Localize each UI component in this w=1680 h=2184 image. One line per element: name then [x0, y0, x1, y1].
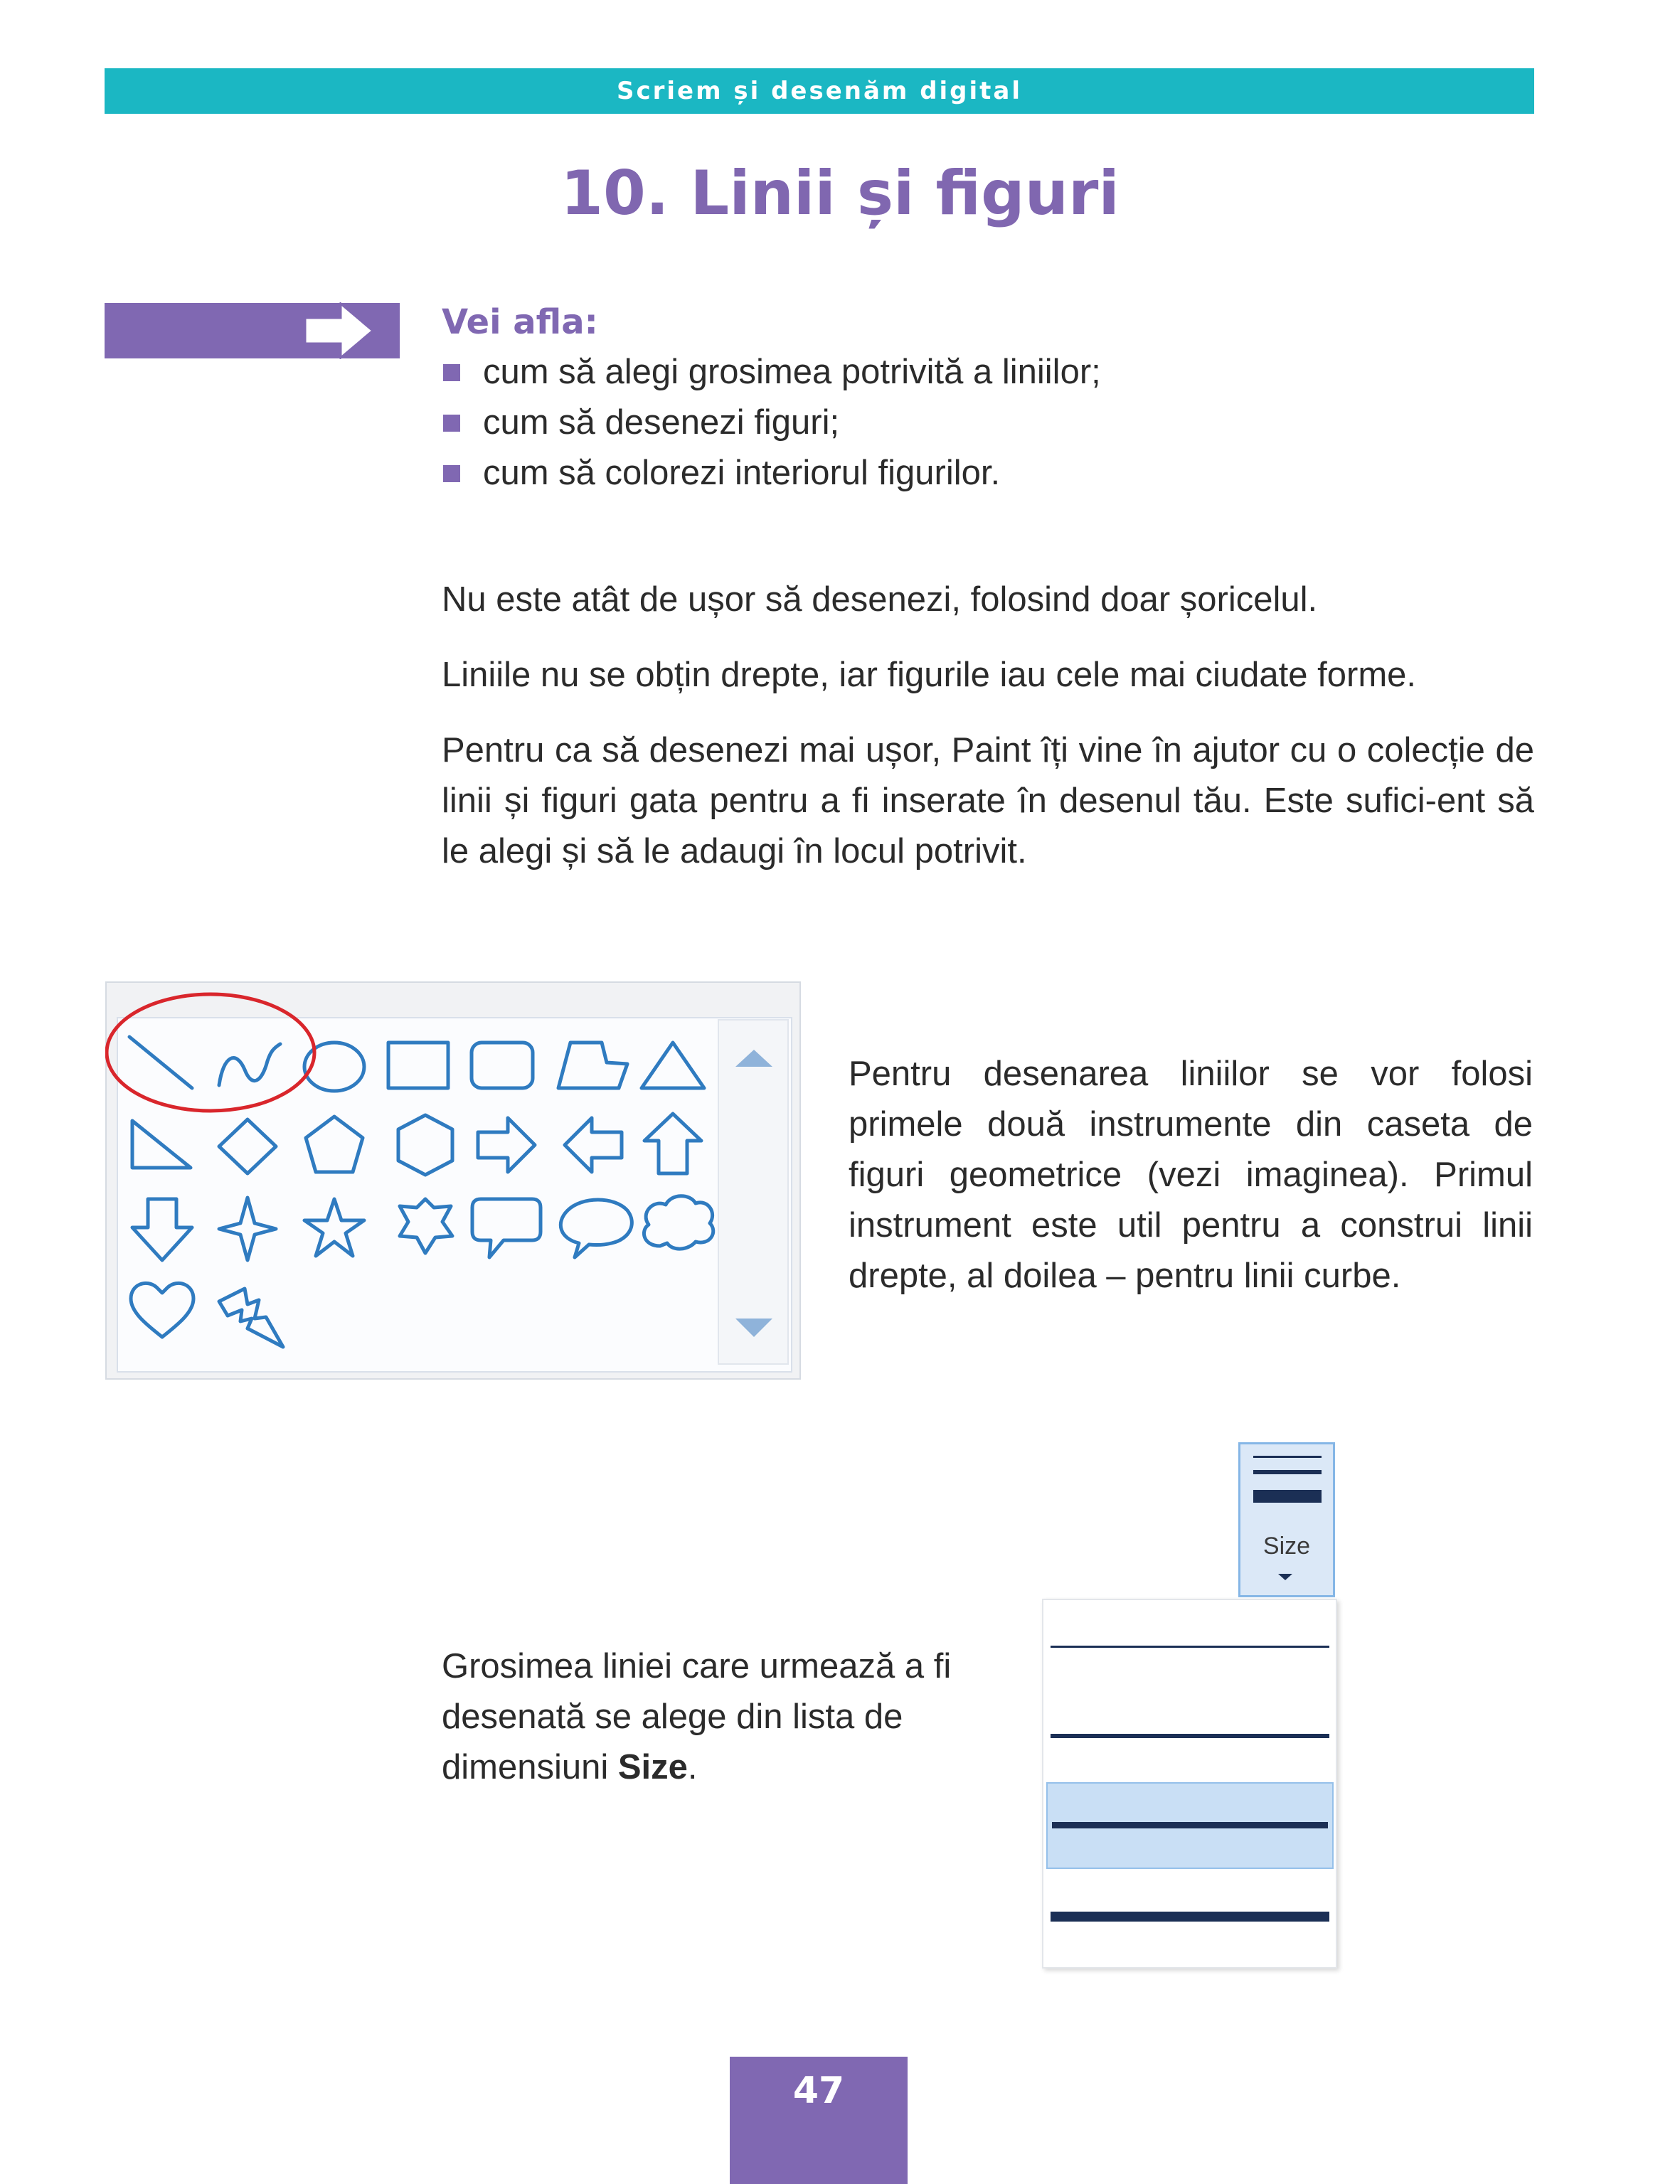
size-button[interactable] — [1238, 1442, 1335, 1597]
rectangle-icon[interactable] — [388, 1043, 448, 1088]
arrow-right-icon[interactable] — [478, 1118, 535, 1172]
triangle-icon[interactable] — [642, 1043, 704, 1088]
pentagon-icon[interactable] — [306, 1117, 363, 1172]
objective-text: cum să colorezi interiorul figurilor. — [483, 454, 1001, 492]
objectives-block — [442, 297, 1537, 499]
line-preview-thin — [1253, 1456, 1322, 1458]
size-option-8px[interactable] — [1046, 1875, 1334, 1961]
lesson-title: 10. Linii și figuri — [560, 158, 1120, 229]
square-bullet-icon — [443, 364, 460, 381]
cloud-callout-icon[interactable] — [644, 1196, 713, 1249]
four-point-star-icon[interactable] — [219, 1198, 276, 1260]
gallery-scrollbar[interactable] — [718, 1020, 788, 1364]
arrow-up-icon[interactable] — [644, 1114, 701, 1173]
square-bullet-icon — [443, 465, 460, 482]
polygon-icon[interactable] — [558, 1043, 627, 1088]
rounded-rectangle-icon[interactable] — [472, 1043, 533, 1088]
rounded-callout-icon[interactable] — [472, 1199, 541, 1257]
list-item — [442, 398, 1537, 448]
line-icon[interactable] — [129, 1037, 192, 1088]
size-button-label: Size — [1262, 1533, 1311, 1560]
oval-callout-icon[interactable] — [560, 1200, 632, 1257]
hexagon-icon[interactable] — [398, 1115, 452, 1175]
curve-icon[interactable] — [219, 1044, 280, 1085]
list-item — [442, 347, 1537, 398]
five-point-star-icon[interactable] — [304, 1199, 364, 1256]
arrow-right-icon — [302, 302, 387, 359]
heart-icon[interactable] — [131, 1283, 193, 1337]
diamond-icon[interactable] — [219, 1119, 276, 1173]
size-dropdown-list — [1042, 1599, 1337, 1969]
objectives-arrow-band — [105, 303, 400, 358]
intro-paragraph-3: Pentru ca să desenezi mai ușor, Paint îți vine în ajutor cu o colecție de linii și figuri gata pentru a fi inserate în desenul tău. Este sufici-ent să le alegi și să le adaugi în locul potrivit. — [442, 731, 1534, 870]
line-preview-medium — [1253, 1470, 1322, 1474]
six-point-star-icon[interactable] — [400, 1199, 452, 1253]
right-triangle-icon[interactable] — [132, 1121, 191, 1168]
size-option-1px[interactable] — [1046, 1603, 1334, 1690]
shapes-gallery-screenshot — [105, 981, 801, 1380]
list-item — [442, 448, 1537, 499]
lines-explanation: Pentru desenarea liniilor se vor folosi primele două instrumente din caseta de figuri geometrice (vezi imaginea). Primul instrument este util pentru a construi linii drepte, al doilea – pentru linii curbe. — [849, 1055, 1533, 1295]
objective-text: cum să alegi grosimea potrivită a liniilor; — [483, 353, 1101, 391]
chevron-down-icon — [1278, 1574, 1292, 1580]
arrow-down-icon[interactable] — [132, 1199, 192, 1260]
line-preview-thick — [1253, 1490, 1322, 1503]
intro-paragraph-1: Nu este atât de ușor să desenezi, folosind doar șoricelul. — [442, 580, 1318, 619]
highlight-circle — [107, 994, 314, 1111]
arrow-left-icon[interactable] — [565, 1118, 622, 1172]
size-option-5px[interactable] — [1046, 1782, 1334, 1869]
intro-paragraph-2: Liniile nu se obțin drepte, iar figurile iau cele mai ciudate forme. — [442, 656, 1417, 694]
objective-text: cum să desenezi figuri; — [483, 403, 840, 442]
size-keyword: Size — [617, 1748, 688, 1786]
size-explanation-text: Grosimea liniei care urmează a fi desenată se alege din lista de dimensiuni — [442, 1647, 952, 1786]
page-number-box — [730, 2057, 908, 2184]
objectives-heading: Vei afla: — [442, 302, 598, 342]
section-title: Scriem și desenăm digital — [616, 77, 1023, 105]
size-option-3px[interactable] — [1046, 1693, 1334, 1779]
size-explanation: Grosimea liniei care urmează a fi desenată se alege din lista de dimensiuni Size. — [442, 1647, 952, 1786]
objectives-list — [442, 347, 1537, 499]
section-header-bar — [105, 68, 1534, 114]
page-number: 47 — [792, 2070, 845, 2112]
lightning-icon[interactable] — [219, 1289, 283, 1347]
square-bullet-icon — [443, 415, 460, 432]
